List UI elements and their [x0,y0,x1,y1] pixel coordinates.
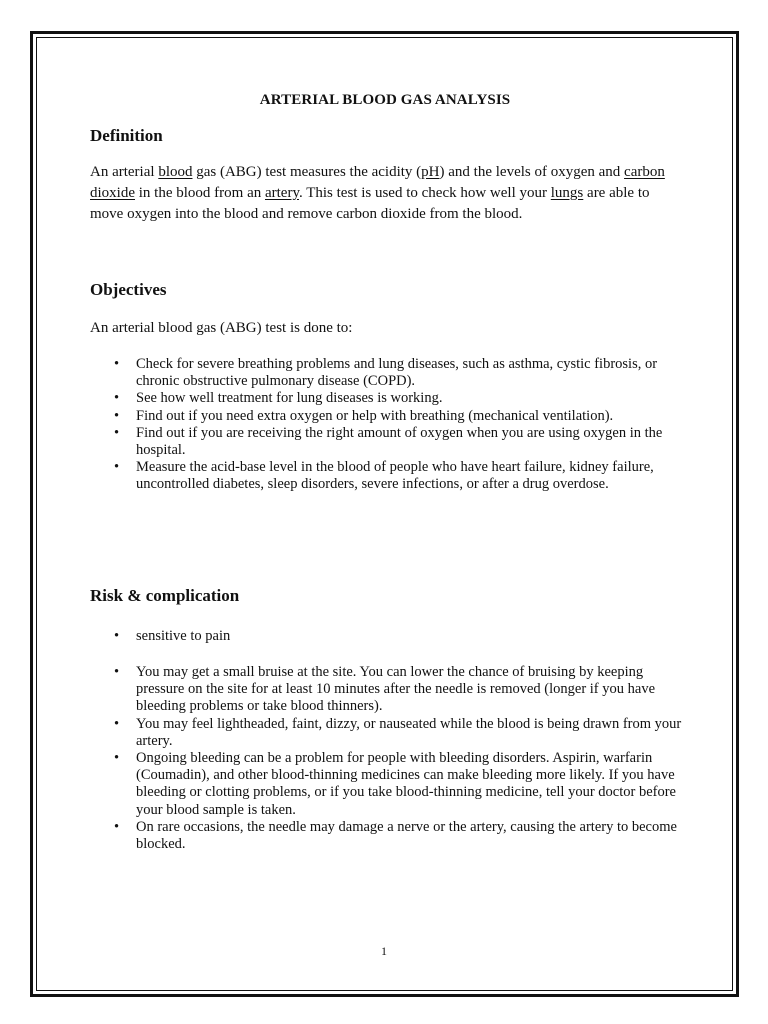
definition-paragraph [90,162,680,225]
definition-text: . This test is used to check how well your [298,185,551,201]
list-item: • sensitive to pain [112,628,682,645]
definition-text: ) and the levels of oxygen and [439,164,625,180]
list-item: • You may feel lightheaded, faint, dizzy, or nauseated while the blood is being drawn from your artery. [112,716,682,750]
objectives-list [112,356,682,494]
definition-heading: Definition [90,126,163,145]
link-carbon[interactable]: carbon [624,164,665,180]
definition-text: gas (ABG) test measures the acidity ( [192,164,422,180]
document-title: ARTERIAL BLOOD GAS ANALYSIS [259,92,511,108]
list-item: • On rare occasions, the needle may damage a nerve or the artery, causing the artery to become blocked. [112,819,682,853]
link-blood[interactable]: blood [158,164,193,180]
link-dioxide[interactable]: dioxide [90,185,135,201]
list-item: • Ongoing bleeding can be a problem for people with bleeding disorders. Aspirin, warfarin (Coumadin), and other blood-thinning medicines can make bleeding more likely. If you have bleeding or clotting problems, or if you take blood-thinning medicine, tell your doctor before your blood sample is taken. [112,750,682,819]
list-item: • Check for severe breathing problems and lung diseases, such as asthma, cystic fibrosis, or chronic obstructive pulmonary disease (COPD). [112,356,682,390]
link-artery[interactable]: artery [264,185,299,201]
list-item: • See how well treatment for lung diseases is working. [112,390,682,407]
link-ph[interactable]: pH [421,164,440,180]
risks-list [112,664,682,853]
risks-first-list [112,628,682,645]
risks-heading: Risk & complication [90,586,240,605]
link-lungs[interactable]: lungs [550,185,584,201]
page-number: 1 [381,944,387,958]
objectives-heading: Objectives [90,280,167,299]
objectives-intro: An arterial blood gas (ABG) test is done to: [90,320,353,336]
list-item: • Find out if you are receiving the right amount of oxygen when you are using oxygen in the hospital. [112,425,682,459]
definition-text: in the blood from an [135,185,265,201]
definition-text: An arterial [90,164,159,180]
definition-text-tail: are able to move oxygen into the blood and remove carbon dioxide from the blood. [90,185,650,222]
list-item: • Find out if you need extra oxygen or help with breathing (mechanical ventilation). [112,408,682,425]
list-item: • Measure the acid-base level in the blood of people who have heart failure, kidney failure, uncontrolled diabetes, sleep disorders, severe infections, or after a drug overdose. [112,459,682,493]
list-item: • You may get a small bruise at the site. You can lower the chance of bruising by keeping pressure on the site for at least 10 minutes after the needle is removed (longer if you have bleeding problems or take blood thinners). [112,664,682,716]
